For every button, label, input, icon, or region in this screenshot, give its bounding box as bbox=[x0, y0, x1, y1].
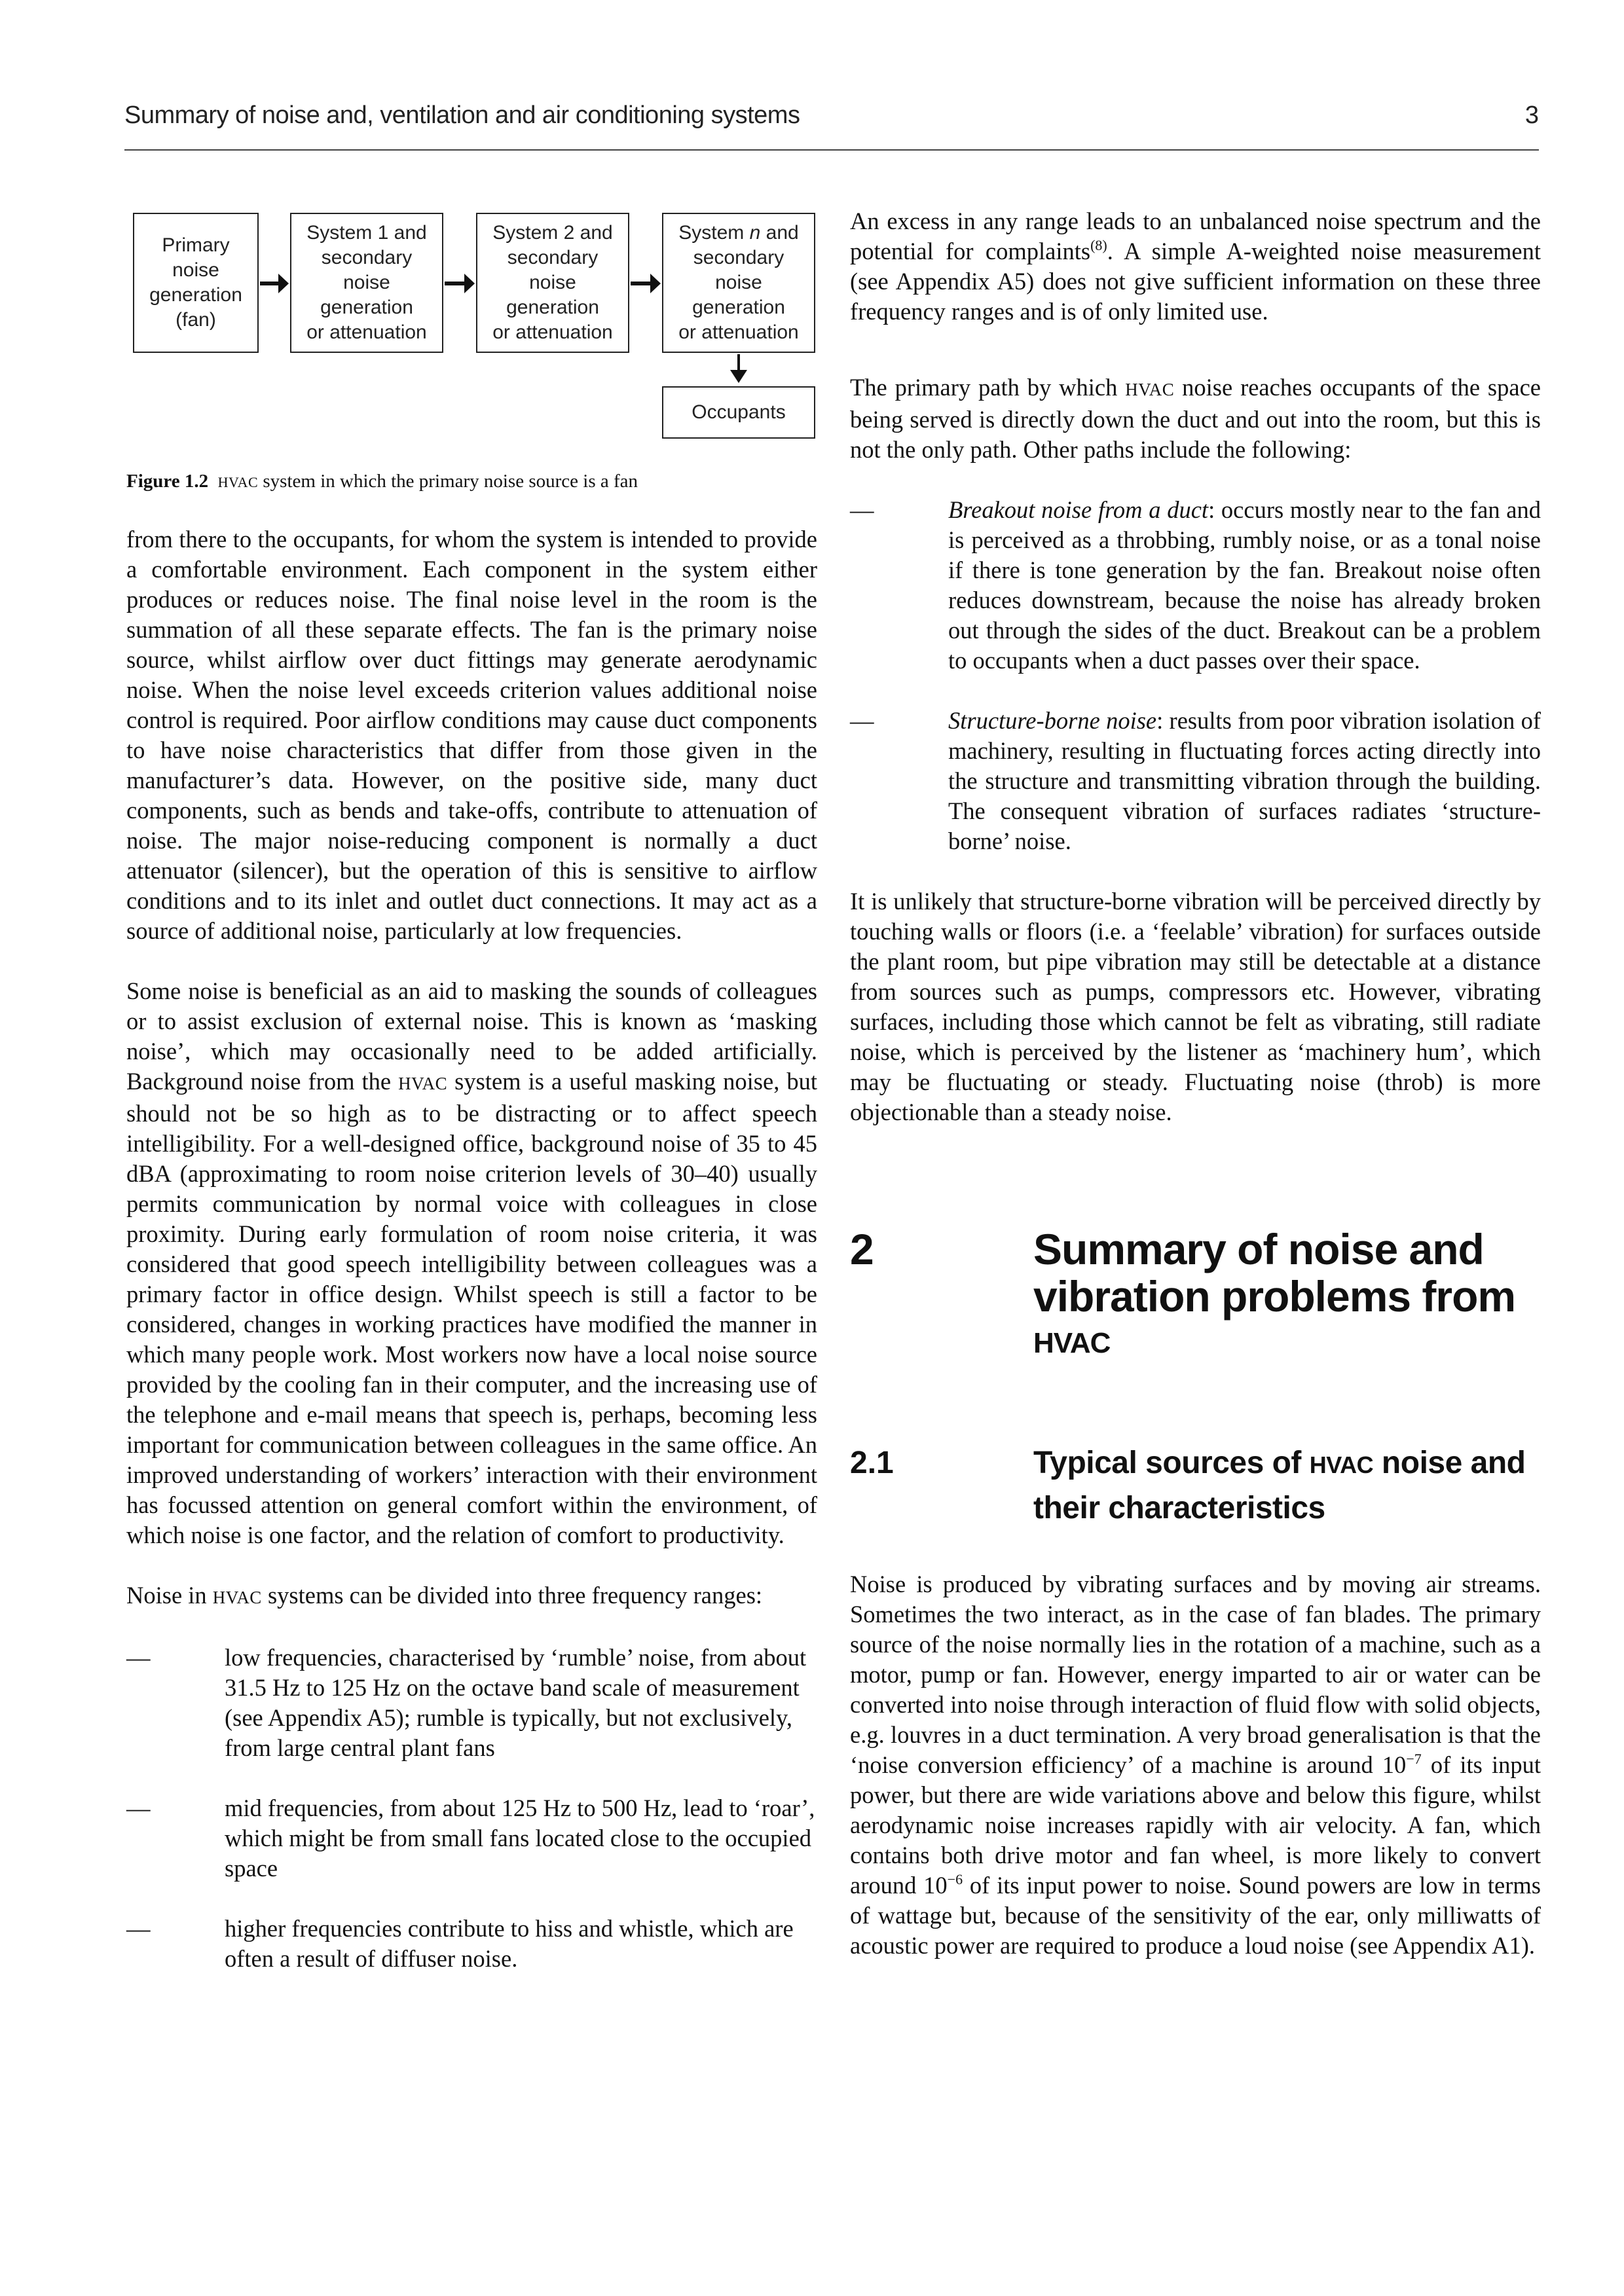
text-run: system is a useful masking noise, but should not be so high as to be distracting or to affect speech intelligibility. For a well-designed office, background noise of 35 to 45 dBA (approximating to room noise criterion levels of 30–40) usually permits communication by normal voice with colleagues in close proximity. During early formulation of room noise criteria, it was considered that good speech intelligibility between colleagues was a primary factor in office design. Whilst speech is still a factor to be considered, changes in working practices have modified the manner in which many people work. Most workers now have a local noise source provided by the cooling fan in their computer, and the increasing use of the telephone and e-mail means that speech is, perhaps, becoming less important for communication between colleagues in the same office. An improved understanding of workers’ interaction with their environment has focussed attention on general comfort within the environment, of which noise is one factor, and the relation of comfort to productivity. bbox=[126, 1068, 817, 1548]
list-item-term: Structure-borne noise bbox=[948, 707, 1157, 734]
page-number: 3 bbox=[1524, 101, 1539, 129]
dash-bullet: — bbox=[126, 1795, 151, 1821]
paragraph: from there to the occupants, for whom the system is intended to provide a comfortable environment. Each component in the system either produces or reduces noise. The final noise level in the room is the summation of all these separate effects. The fan is the primary noise source, whilst airflow over duct fittings may generate aerodynamic noise. When the noise level exceeds criterion values additional noise control is required. Poor airflow conditions may cause duct components to have noise characteristics that differ from those given in the manufacturer’s data. However, on the positive side, many duct components, such as bends and take-offs, contribute to attenuation of noise. The major noise-reducing component is normally a duct attenuator (silencer), but the operation of this is sensitive to airflow conditions and to its inlet and outlet duct connections. It may act as a source of additional noise, particularly at low frequencies. bbox=[126, 526, 817, 944]
box-occupants bbox=[662, 386, 815, 439]
section-heading-2-1 bbox=[850, 1442, 1541, 1530]
box-line: generation bbox=[506, 297, 599, 318]
right-column bbox=[850, 200, 1541, 1961]
box-line: secondary bbox=[321, 247, 413, 268]
running-head bbox=[124, 101, 1539, 141]
list-item bbox=[850, 495, 1541, 676]
figure-number: Figure 1.2 bbox=[126, 471, 209, 492]
box-primary-noise-generation bbox=[133, 213, 259, 353]
box-line: secondary bbox=[507, 247, 599, 268]
paragraph: It is unlikely that structure-borne vibration will be perceived directly by touching walls or floors (i.e. a ‘feelable’ vibration) for surfaces outside the plant room, but pipe vibration may still be detectable at a distance from sources such as pumps, compressors etc. However, vibrating surfaces, including those which cannot be felt as vibrating, still radiate noise, which is perceived by the listener as ‘machinery hum’, which may be fluctuating or steady. Fluctuating noise (throb) is more objectionable than a steady noise. bbox=[850, 888, 1541, 1125]
section-title bbox=[1033, 1226, 1541, 1363]
box-line: secondary bbox=[693, 247, 784, 268]
box-line: noise bbox=[529, 272, 576, 293]
text-run: noise reaches occupants of the space being served is directly down the duct and out into the room, but this is not the only path. Other paths include the following: bbox=[850, 374, 1541, 463]
box-text: and bbox=[760, 222, 799, 244]
list-item-text: low frequencies, characterised by ‘rumble’ noise, from about 31.5 Hz to 125 Hz on the octave band scale of measurement (see Appendix A5); rumble is typically, but not exclusively, from large central plant fans bbox=[225, 1644, 807, 1761]
hvac-smallcaps: HVAC bbox=[398, 1074, 448, 1093]
box-line: Occupants bbox=[692, 401, 786, 423]
frequency-range-list bbox=[126, 1643, 817, 1974]
box-line bbox=[678, 221, 798, 246]
box-line: or attenuation bbox=[492, 321, 613, 343]
header-rule bbox=[124, 149, 1539, 151]
section-title-text: noise and their characteristics bbox=[1033, 1446, 1526, 1525]
section-number: 2 bbox=[850, 1225, 874, 1273]
dash-bullet: — bbox=[126, 1915, 151, 1942]
arrow-down-icon bbox=[737, 354, 740, 371]
box-line: System 1 and bbox=[306, 222, 427, 244]
box-text: System bbox=[678, 222, 750, 244]
caption-hvac: HVAC bbox=[217, 474, 259, 490]
box-system-n bbox=[662, 213, 815, 353]
section-title-text: Typical sources of bbox=[1033, 1446, 1310, 1480]
list-item-text: mid frequencies, from about 125 Hz to 500 Hz, lead to ‘roar’, which might be from small fans located close to the occupied space bbox=[225, 1795, 815, 1882]
box-line: noise bbox=[172, 259, 219, 281]
list-item bbox=[126, 1914, 817, 1974]
figure-caption bbox=[126, 469, 817, 494]
text-run: Noise is produced by vibrating surfaces and by moving air streams. Sometimes the two interact, as in the case of fan blades. The primary source of the noise normally lies in the rotation of a machine, such as a motor, pump or fan. However, energy imparted to air or water can be converted into noise through interaction of fluid flow with solid objects, e.g. louvres in a duct termination. A very broad generalisation is that the ‘noise conversion efficiency’ of a machine is around 10 bbox=[850, 1571, 1541, 1778]
box-system-2 bbox=[476, 213, 629, 353]
list-item bbox=[126, 1793, 817, 1884]
box-line: or attenuation bbox=[678, 321, 799, 343]
dash-bullet: — bbox=[126, 1644, 151, 1671]
paragraph bbox=[850, 206, 1541, 327]
paragraph bbox=[850, 1569, 1541, 1961]
box-line: noise bbox=[715, 272, 762, 293]
section-title-hvac: HVAC bbox=[1309, 1451, 1374, 1478]
box-line: System 2 and bbox=[492, 222, 613, 244]
dash-bullet: — bbox=[850, 707, 874, 734]
text-run: : occurs mostly near to the fan and is perceived as a throbbing, rumbly noise, or as a tonal noise if there is tone generation by the fan. Breakout noise often reduces downstream, because the noise has already broken out through the sides of the duct. Breakout can be a problem to occupants when a duct passes over their space. bbox=[948, 496, 1541, 674]
caption-text: system in which the primary noise source is a fan bbox=[258, 471, 638, 492]
list-item-text bbox=[948, 495, 1541, 676]
arrow-right-icon bbox=[445, 282, 466, 285]
reference-superscript: (8) bbox=[1090, 237, 1107, 253]
text-run: Noise in bbox=[126, 1582, 213, 1609]
section-number: 2.1 bbox=[850, 1446, 894, 1480]
list-item-text: higher frequencies contribute to hiss and whistle, which are often a result of diffuser noise. bbox=[225, 1915, 794, 1972]
list-item-text bbox=[948, 706, 1541, 856]
section-title-hvac: HVAC bbox=[1033, 1327, 1111, 1359]
paragraph bbox=[126, 1580, 817, 1613]
text-run: An excess in any range leads to an unbalanced noise spectrum and the potential for complaints bbox=[850, 208, 1541, 264]
text-run: of its input power, but there are wide variations above and below this figure, whilst aerodynamic noise increases rapidly with air velocity. A fan, which contains both drive motor and fan wheel, is more likely to convert around 10 bbox=[850, 1751, 1541, 1899]
box-line: or attenuation bbox=[306, 321, 427, 343]
text-run: The primary path by which bbox=[850, 374, 1126, 401]
arrow-right-icon bbox=[631, 282, 652, 285]
list-item bbox=[126, 1643, 817, 1763]
box-text-var: n bbox=[749, 222, 761, 244]
box-line: noise bbox=[343, 272, 390, 293]
hvac-smallcaps: HVAC bbox=[212, 1588, 262, 1607]
section-title bbox=[1033, 1442, 1541, 1530]
dash-bullet: — bbox=[850, 496, 874, 523]
text-run: of its input power to noise. Sound powers are low in terms of wattage but, because of the sensitivity of the ear, only milliwatts of acoustic power are required to produce a loud noise (see Appendix A1). bbox=[850, 1872, 1541, 1959]
box-line: generation bbox=[149, 284, 242, 306]
noise-path-list bbox=[850, 495, 1541, 856]
paragraph bbox=[126, 976, 817, 1550]
exponent: −6 bbox=[947, 1871, 963, 1887]
text-run: Some noise is beneficial as an aid to masking the sounds of colleagues or to assist exclusion of external noise. This is known as ‘masking noise’, which may occasionally need to be added artificially. Background noise from the bbox=[126, 977, 817, 1095]
box-line: Primary bbox=[162, 234, 230, 256]
paragraph bbox=[850, 373, 1541, 465]
text-run: . A simple A-weighted noise measurement (see Appendix A5) does not give sufficient information on these three frequency ranges and is of only limited use. bbox=[850, 238, 1541, 325]
text-run: systems can be divided into three frequency ranges: bbox=[261, 1582, 763, 1609]
running-head-title: Summary of noise and, ventilation and air conditioning systems bbox=[124, 101, 800, 129]
figure-1-2-flow-diagram bbox=[126, 200, 817, 462]
box-line: (fan) bbox=[175, 309, 216, 331]
list-item-term: Breakout noise from a duct bbox=[948, 496, 1209, 523]
box-line: generation bbox=[692, 297, 785, 318]
box-system-1 bbox=[290, 213, 443, 353]
list-item bbox=[850, 706, 1541, 856]
text-run: : results from poor vibration isolation of machinery, resulting in fluctuating forces acting directly into the structure and transmitting vibration through the building. The consequent vibration of surfaces radiates ‘structure-borne’ noise. bbox=[948, 707, 1541, 854]
box-line: generation bbox=[320, 297, 413, 318]
exponent: −7 bbox=[1406, 1751, 1422, 1767]
arrow-right-icon bbox=[260, 282, 280, 285]
left-column bbox=[126, 200, 817, 1974]
section-title-text: Summary of noise and vibration problems from bbox=[1033, 1225, 1516, 1321]
hvac-smallcaps: HVAC bbox=[1125, 380, 1175, 399]
section-heading-2 bbox=[850, 1226, 1541, 1363]
